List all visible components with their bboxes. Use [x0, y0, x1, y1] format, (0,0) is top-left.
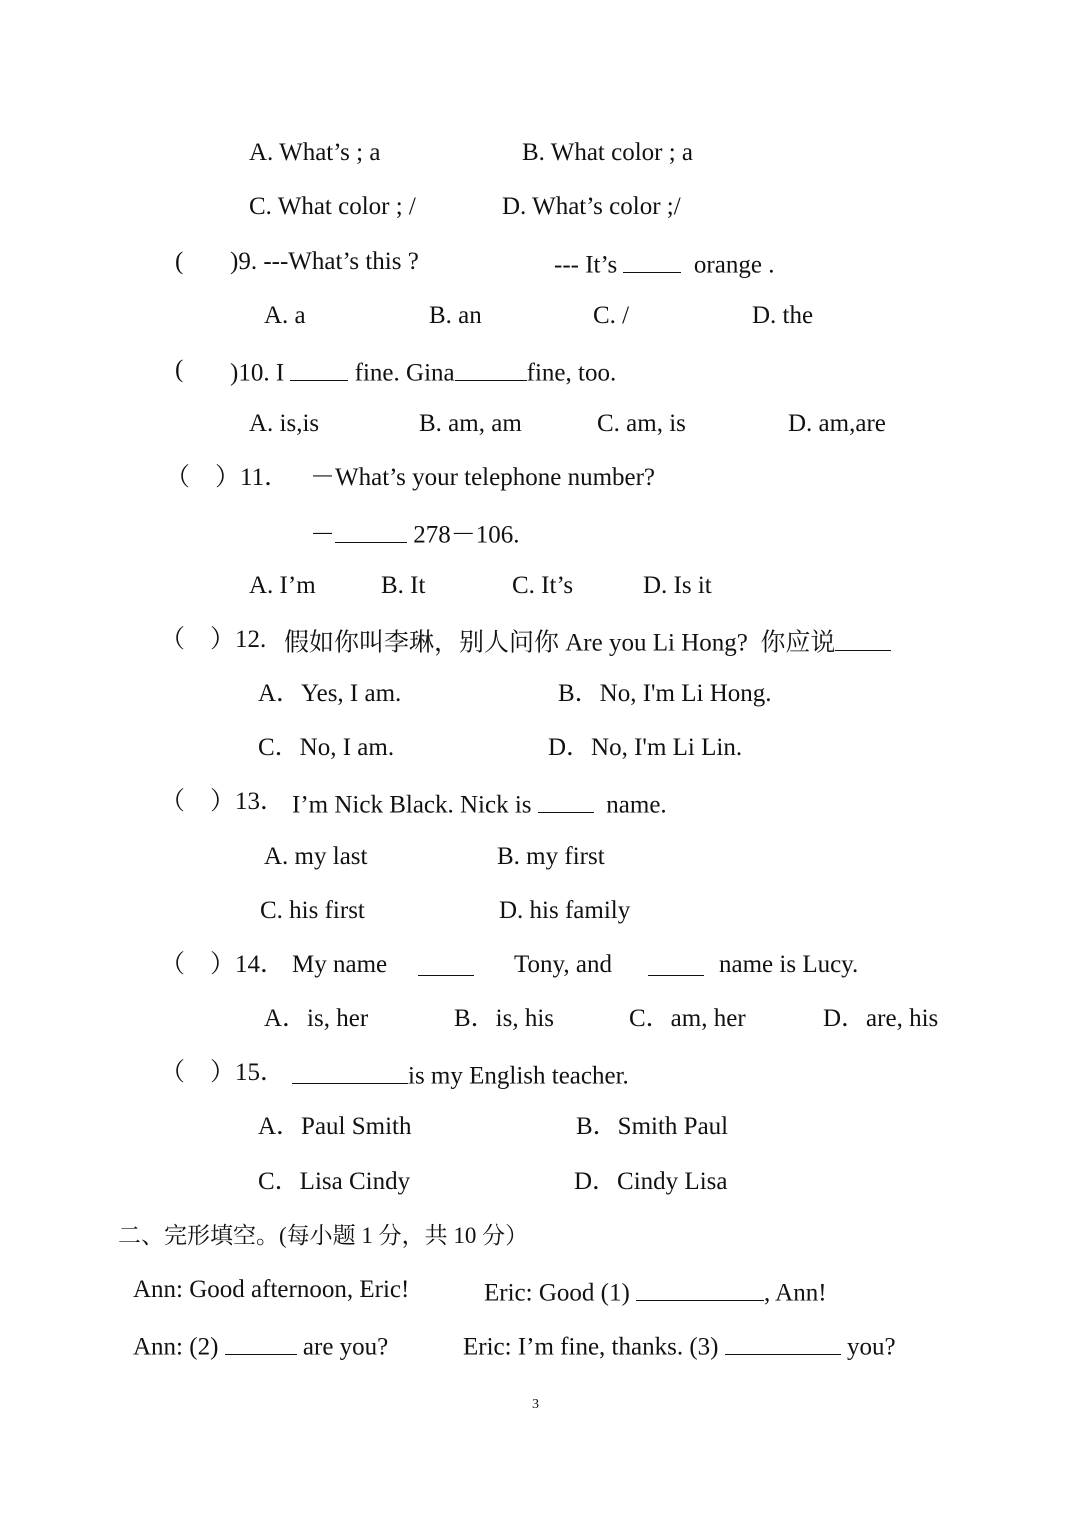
q11-blank [335, 519, 407, 543]
q12-stem [284, 627, 891, 656]
dialogue-line-2-ann [133, 1331, 388, 1360]
q14-stem-2: Tony, and [514, 951, 612, 978]
q14-stem-1: My name [292, 951, 388, 978]
q11-paren: （ ）11． [165, 464, 290, 491]
q8-option-b: B. What color ; a [522, 139, 694, 166]
q11-tail: 278－106. [413, 521, 520, 549]
q11-dash: － [310, 521, 336, 549]
q9-answer [554, 249, 774, 278]
q11-answer-line [310, 519, 520, 548]
q15-stem-text: is my English teacher. [408, 1062, 629, 1090]
cloze-blank-3 [725, 1331, 841, 1355]
q14-option-b: B．is, his [454, 1005, 555, 1032]
q13-option-d: D. his family [499, 897, 631, 924]
q12-stem-text: 假如你叫李琳，别人问你 Are you Li Hong? 你应说 [284, 629, 836, 657]
q9-answer-pre: --- It’s [554, 251, 618, 279]
dialogue-eric-greeting: Eric: Good (1) [484, 1279, 630, 1307]
q8-option-c: C. What color ; / [249, 193, 416, 220]
q12-paren: （ ）12. [160, 626, 267, 653]
q14-blank-1 [418, 952, 474, 976]
dialogue-eric-greeting-end: , Ann! [764, 1279, 827, 1307]
q13-option-c: C. his first [260, 897, 365, 924]
q9-option-b: B. an [429, 302, 482, 329]
q14-paren: （ ）14． [160, 951, 286, 978]
dialogue-line-2-eric [463, 1331, 896, 1360]
q12-blank [835, 627, 891, 651]
q12-option-c: C．No, I am. [258, 734, 395, 761]
dialogue-line-1-eric [484, 1277, 827, 1306]
q15-option-d: D．Cindy Lisa [574, 1168, 728, 1195]
q15-option-c: C．Lisa Cindy [258, 1168, 411, 1195]
q10-option-b: B. am, am [419, 410, 522, 437]
q10-blank-1 [290, 357, 348, 381]
q10-option-a: A. is,is [249, 410, 320, 437]
q13-stem-post: name. [606, 791, 667, 819]
dialogue-ann-question-end: are you? [302, 1333, 389, 1361]
q10-option-c: C. am, is [597, 410, 686, 437]
section-heading: 二、完形填空。(每小题 1 分，共 10 分） [118, 1223, 529, 1248]
q11-option-c: C. It’s [512, 572, 574, 599]
q8-option-a: A. What’s ; a [249, 139, 381, 166]
q8-option-d: D. What’s color ;/ [502, 193, 681, 220]
q9-blank [623, 249, 681, 273]
q11-option-a: A. I’m [249, 572, 316, 599]
q9-option-d: D. the [752, 302, 814, 329]
q9-option-c: C. / [593, 302, 630, 329]
q9-stem: )9. ---What’s this ? [230, 248, 419, 275]
q13-blank [538, 789, 594, 813]
q10-stem [230, 357, 616, 386]
q11-stem: －What’s your telephone number? [310, 464, 656, 491]
q9-answer-post: orange . [693, 251, 775, 279]
q14-option-d: D．are, his [823, 1005, 939, 1032]
q11-option-d: D. Is it [643, 572, 712, 599]
q13-option-b: B. my first [497, 843, 605, 870]
q9-paren: ( [175, 248, 184, 275]
q15-paren: （ ）15． [160, 1059, 286, 1086]
dialogue-eric-reply: Eric: I’m fine, thanks. (3) [463, 1333, 719, 1361]
q13-paren: （ ）13． [160, 788, 286, 815]
q10-stem-2: fine. Gina [354, 359, 455, 387]
dialogue-ann-question: Ann: (2) [133, 1333, 219, 1361]
q12-option-d: D．No, I'm Li Lin. [548, 734, 743, 761]
q10-paren: ( [175, 356, 184, 383]
q9-option-a: A. a [264, 302, 306, 329]
q12-option-a: A．Yes, I am. [258, 680, 402, 707]
q10-blank-2 [455, 357, 527, 381]
page-number: 3 [532, 1397, 539, 1412]
q14-option-c: C．am, her [629, 1005, 746, 1032]
dialogue-line-1-ann: Ann: Good afternoon, Eric! [133, 1276, 410, 1303]
q15-blank [292, 1060, 408, 1084]
q11-option-b: B. It [381, 572, 426, 599]
q13-option-a: A. my last [264, 843, 368, 870]
q14-option-a: A．is, her [264, 1005, 369, 1032]
q15-option-b: B．Smith Paul [576, 1113, 729, 1140]
cloze-blank-2 [225, 1331, 297, 1355]
q13-stem-pre: I’m Nick Black. Nick is [292, 791, 532, 819]
q14-stem-3: name is Lucy. [719, 951, 859, 978]
q15-stem [292, 1060, 629, 1089]
cloze-blank-1 [636, 1277, 764, 1301]
dialogue-eric-reply-end: you? [846, 1333, 896, 1361]
q12-option-b: B．No, I'm Li Hong. [558, 680, 772, 707]
q15-option-a: A．Paul Smith [258, 1113, 412, 1140]
q13-stem [292, 789, 667, 818]
q14-blank-2 [648, 952, 704, 976]
q10-option-d: D. am,are [788, 410, 886, 437]
q10-stem-1: )10. I [230, 359, 285, 387]
q10-stem-3: fine, too. [526, 359, 617, 387]
